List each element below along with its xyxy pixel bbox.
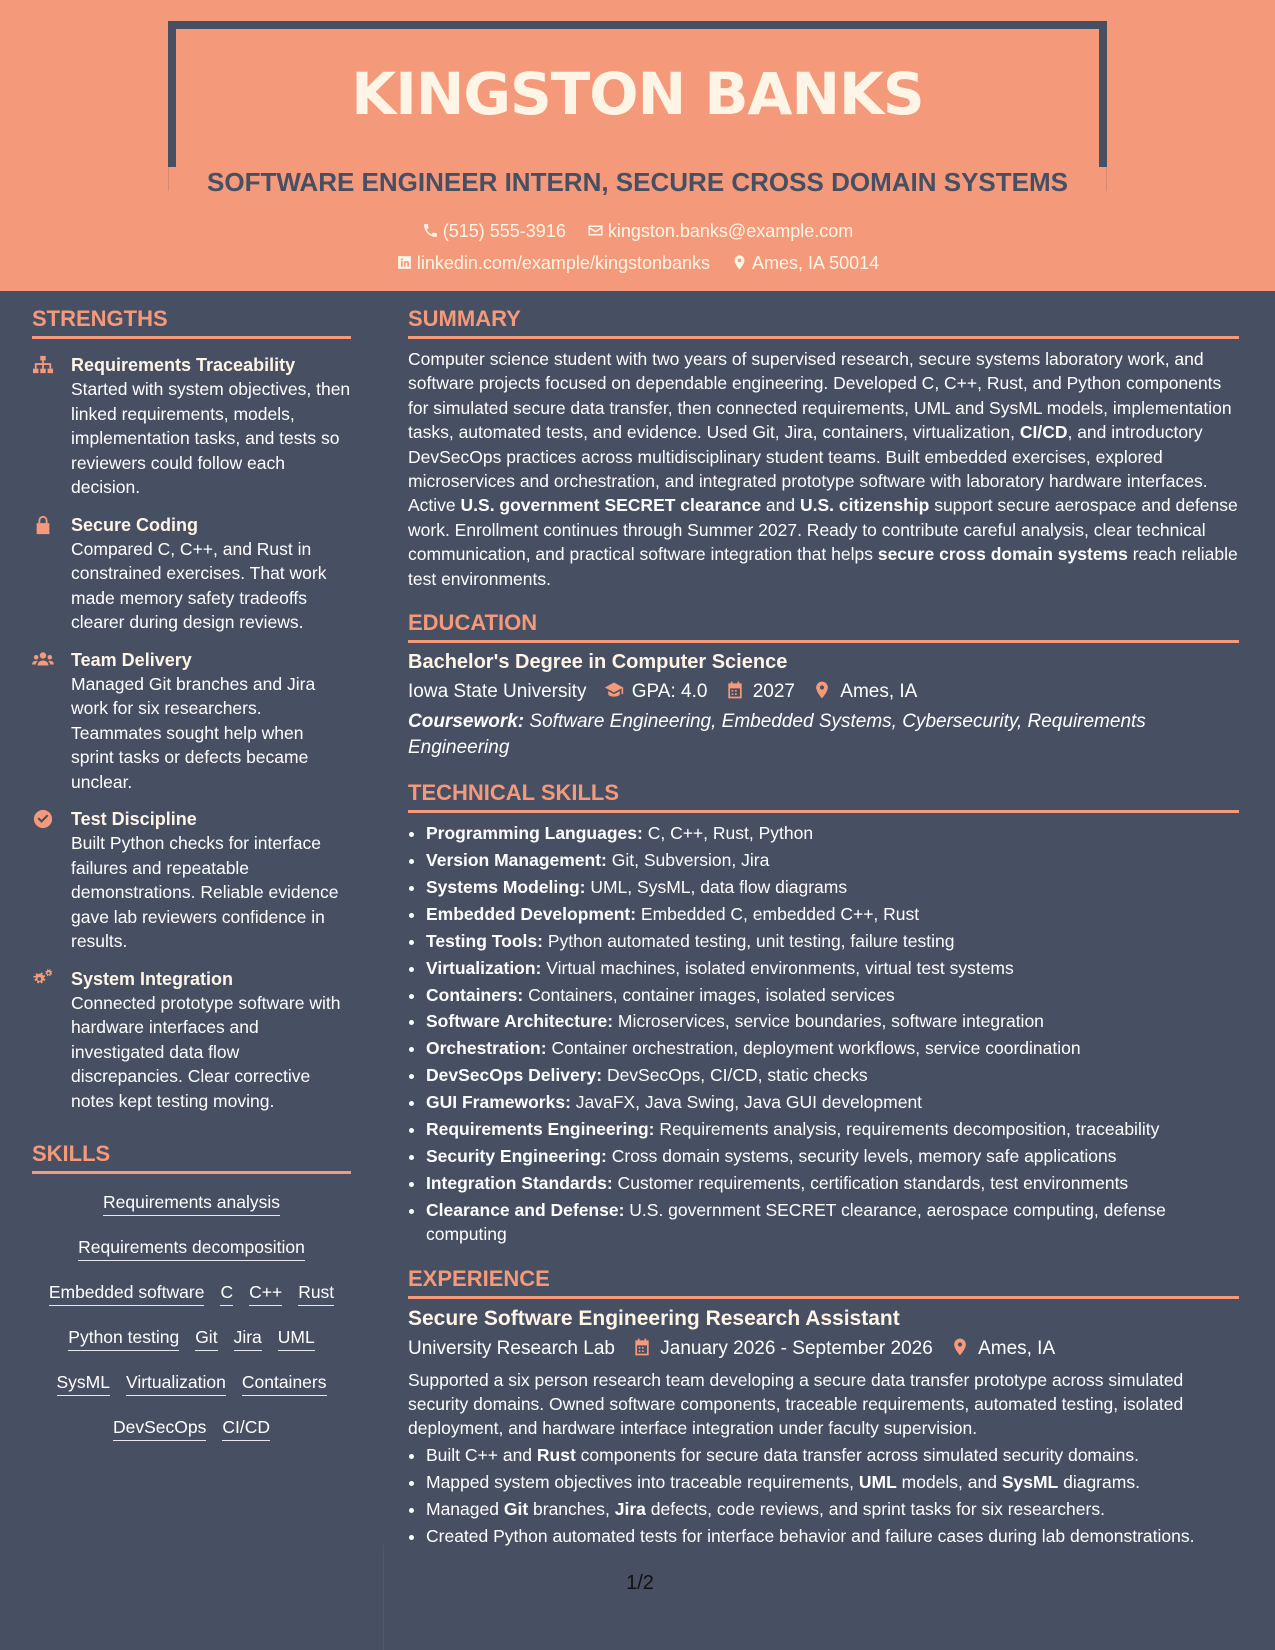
strength-item <box>32 967 351 1114</box>
location-text: Ames, IA 50014 <box>752 253 880 273</box>
skill-category: GUI Frameworks: <box>426 1092 571 1113</box>
skill-chip: Embedded software <box>49 1282 205 1306</box>
contact-row-2 <box>0 253 1275 274</box>
envelope-icon <box>587 222 604 239</box>
skill-values: Virtual machines, isolated environments, virtual test systems <box>541 957 1014 978</box>
bold-text: Jira <box>614 1498 646 1519</box>
skill-chip: C <box>220 1282 233 1306</box>
skill-chip: Git <box>195 1327 217 1351</box>
gpa-text: GPA: 4.0 <box>631 681 708 703</box>
year-item <box>725 680 795 703</box>
text-run: Managed <box>426 1498 504 1519</box>
chip-row <box>32 1237 351 1282</box>
skill-list-item <box>426 902 1239 926</box>
strength-title: System Integration <box>71 968 234 989</box>
email-item[interactable] <box>587 221 853 242</box>
phone-text: (515) 555-3916 <box>442 221 566 241</box>
text-run: models, and <box>896 1471 1002 1492</box>
skill-category: Integration Standards: <box>426 1172 613 1193</box>
job-description: Supported a six person research team developing a secure data transfer prototype across simulated security domains. Owned software components, traceable requirements, automated testing, isolated deployment, and hardware interface integration under faculty supervision. <box>408 1369 1184 1439</box>
bold-text: secure cross domain systems <box>877 544 1128 565</box>
strength-title: Team Delivery <box>71 649 192 670</box>
phone-icon <box>422 222 439 239</box>
linkedin-icon <box>396 254 413 271</box>
skill-chip: Requirements analysis <box>103 1192 280 1216</box>
map-pin-icon <box>731 254 748 271</box>
skill-list-item <box>426 875 1239 899</box>
skill-list-item <box>426 1090 1239 1114</box>
skill-category: Embedded Development: <box>426 903 637 924</box>
bold-text: U.S. government SECRET clearance <box>460 495 762 516</box>
text-run: , and introductory DevSecOps practices across multidisciplinary student teams. Built embedded exercises, explored microservices and orchestration, and integrated prototype software with laboratory hardware interfaces. Active <box>408 422 1208 516</box>
chip-row <box>32 1327 351 1372</box>
column-divider <box>383 1545 384 1650</box>
strengths-list <box>32 353 351 1113</box>
skill-category: Containers: <box>426 984 524 1005</box>
header <box>0 0 1275 291</box>
skills-heading: SKILLS <box>32 1141 351 1174</box>
skill-list-item <box>426 1198 1239 1247</box>
skill-chip: DevSecOps <box>113 1417 206 1441</box>
org-name: University Research Lab <box>408 1337 615 1359</box>
experience-bullet <box>426 1470 1239 1494</box>
coursework <box>408 709 1239 761</box>
experience-bullet <box>426 1524 1239 1548</box>
text-run: diagrams. <box>1058 1471 1140 1492</box>
skill-chip: Containers <box>242 1372 327 1396</box>
skill-category: Software Architecture: <box>426 1011 614 1032</box>
dates-item <box>632 1337 933 1360</box>
strength-item <box>32 648 351 795</box>
skill-chip: Jira <box>234 1327 262 1351</box>
skill-values: Embedded C, embedded C++, Rust <box>636 903 920 924</box>
skill-list-item <box>426 848 1239 872</box>
skill-list-item <box>426 1009 1239 1033</box>
skill-values: Cross domain systems, security levels, memory safe applications <box>606 1145 1117 1166</box>
candidate-role: SOFTWARE ENGINEER INTERN, SECURE CROSS DOMAIN SYSTEMS <box>207 167 1068 197</box>
job-meta <box>408 1337 1239 1360</box>
bold-text: U.S. citizenship <box>800 495 930 516</box>
school-name: Iowa State University <box>408 681 587 703</box>
skill-category: Version Management: <box>426 849 607 870</box>
map-pin-icon <box>950 1337 970 1357</box>
skill-category: Programming Languages: <box>426 823 643 844</box>
strength-item <box>32 353 351 500</box>
summary-paragraph <box>408 347 1239 591</box>
strength-title: Requirements Traceability <box>71 355 296 375</box>
sitemap-icon <box>32 355 56 375</box>
contact-row-1 <box>0 221 1275 242</box>
skill-category: Testing Tools: <box>426 930 543 951</box>
skill-chip: C++ <box>249 1282 282 1306</box>
text-run: Created Python automated tests for interface behavior and failure cases during lab demonstrations. <box>426 1525 1195 1546</box>
skill-chip: Python testing <box>68 1327 179 1351</box>
text-run: and <box>761 495 800 516</box>
candidate-name: KINGSTON BANKS <box>351 60 924 128</box>
experience-bullets <box>408 1443 1239 1548</box>
bold-text: Rust <box>536 1444 576 1465</box>
bold-text: CI/CD <box>1019 422 1068 443</box>
skill-list-item <box>426 1117 1239 1141</box>
calendar-icon <box>725 680 745 700</box>
education-meta <box>408 680 1239 703</box>
page-number: 1/2 <box>626 1572 654 1594</box>
right-column <box>408 306 1239 1550</box>
strength-title: Test Discipline <box>71 809 197 829</box>
skill-list-item <box>426 1036 1239 1060</box>
strength-text: Built Python checks for interface failures and repeatable demonstrations. Reliable evidence gave lab reviewers confidence in results. <box>71 833 339 951</box>
email-text: kingston.banks@example.com <box>607 221 854 241</box>
linkedin-text: linkedin.com/example/kingstonbanks <box>416 253 711 273</box>
skill-list-item <box>426 821 1239 845</box>
skill-category: Virtualization: <box>426 957 542 978</box>
strength-text: Started with system objectives, then linked requirements, models, implementation tasks, and tests so reviewers could follow each decision. <box>71 379 351 497</box>
text-run: Mapped system objectives into traceable requirements, <box>426 1471 859 1492</box>
chip-row <box>32 1372 351 1417</box>
skill-list-item <box>426 956 1239 980</box>
skill-category: Clearance and Defense: <box>426 1199 625 1220</box>
strength-item <box>32 513 351 635</box>
skill-list-item <box>426 983 1239 1007</box>
skills-chips <box>32 1192 351 1462</box>
dates-text: January 2026 - September 2026 <box>660 1337 933 1359</box>
skill-values: UML, SysML, data flow diagrams <box>585 876 848 897</box>
education-heading: EDUCATION <box>408 610 1239 643</box>
skill-chip: Requirements decomposition <box>78 1237 305 1261</box>
users-icon <box>32 650 56 670</box>
technical-skills-heading: TECHNICAL SKILLS <box>408 780 1239 813</box>
experience-bullet <box>426 1443 1239 1467</box>
graduation-cap-icon <box>604 680 624 700</box>
edu-location-text: Ames, IA <box>840 681 918 703</box>
skill-list-item <box>426 1063 1239 1087</box>
strength-title: Secure Coding <box>71 514 199 535</box>
calendar-icon <box>632 1337 652 1357</box>
skill-values: Containers, container images, isolated services <box>523 984 895 1005</box>
bold-text: UML <box>858 1471 897 1492</box>
experience-heading: EXPERIENCE <box>408 1266 1239 1299</box>
skill-category: Orchestration: <box>426 1038 547 1059</box>
text-run: reach reliable test environments. <box>408 544 1238 589</box>
job-location-text: Ames, IA <box>978 1337 1056 1359</box>
degree-title: Bachelor's Degree in Computer Science <box>408 651 788 674</box>
gpa-item <box>604 680 708 703</box>
chip-row <box>32 1192 351 1237</box>
skill-category: Systems Modeling: <box>426 876 586 897</box>
skill-values: Container orchestration, deployment workflows, service coordination <box>546 1038 1081 1059</box>
skill-list-item <box>426 1144 1239 1168</box>
strength-text: Compared C, C++, and Rust in constrained exercises. That work made memory safety tradeoffs clearer during design reviews. <box>71 538 327 632</box>
location-item <box>731 253 879 274</box>
text-run: Built C++ and <box>426 1444 537 1465</box>
left-column <box>32 306 351 1462</box>
text-run: components for secure data transfer across simulated security domains. <box>575 1444 1139 1465</box>
experience-bullet <box>426 1497 1239 1521</box>
linkedin-item[interactable] <box>396 253 710 274</box>
skill-values: Git, Subversion, Jira <box>606 849 770 870</box>
text-run: defects, code reviews, and sprint tasks for six researchers. <box>645 1498 1105 1519</box>
skill-values: Requirements analysis, requirements decomposition, traceability <box>654 1119 1160 1140</box>
text-run: support secure aerospace and defense work. Enrollment continues through Summer 2027. Ready to contribute careful analysis, clear technical communication, and practical software integration that helps <box>408 495 1238 565</box>
skill-list-item <box>426 1171 1239 1195</box>
skill-values: Python automated testing, unit testing, failure testing <box>542 930 955 951</box>
chip-row <box>32 1282 351 1327</box>
skill-category: DevSecOps Delivery: <box>426 1065 603 1086</box>
skill-chip: CI/CD <box>222 1417 270 1441</box>
skill-chip: Virtualization <box>126 1372 226 1396</box>
skill-category: Security Engineering: <box>426 1145 607 1166</box>
skill-values: U.S. government SECRET clearance, aerospace computing, defense computing <box>426 1199 1166 1245</box>
edu-location-item <box>812 680 917 703</box>
chip-row <box>32 1417 351 1462</box>
skill-values: Microservices, service boundaries, software integration <box>613 1011 1044 1032</box>
lock-icon <box>32 515 56 535</box>
phone-item <box>422 221 566 242</box>
text-run: branches, <box>528 1498 615 1519</box>
cogs-icon <box>32 969 56 989</box>
strength-item <box>32 807 351 954</box>
job-location-item <box>950 1337 1055 1360</box>
skill-values: JavaFX, Java Swing, Java GUI development <box>570 1092 923 1113</box>
skill-values: Customer requirements, certification standards, test environments <box>612 1172 1129 1193</box>
skill-chip: Rust <box>298 1282 334 1306</box>
skill-chip: UML <box>278 1327 315 1351</box>
map-pin-icon <box>812 680 832 700</box>
job-title: Secure Software Engineering Research Assistant <box>408 1306 900 1330</box>
skill-category: Requirements Engineering: <box>426 1119 655 1140</box>
skill-values: C, C++, Rust, Python <box>642 823 814 844</box>
check-circle-icon <box>32 809 56 829</box>
strength-text: Connected prototype software with hardware interfaces and investigated data flow discrepancies. Clear corrective notes kept testing moving. <box>71 992 341 1111</box>
bold-text: SysML <box>1001 1471 1059 1492</box>
strength-text: Managed Git branches and Jira work for six researchers. Teammates sought help when sprint tasks or defects became unclear. <box>71 673 316 792</box>
strengths-heading: STRENGTHS <box>32 306 351 339</box>
skill-list-item <box>426 929 1239 953</box>
text-run: Computer science student with two years of supervised research, secure systems laboratory work, and software projects focused on dependable engineering. Developed C, C++, Rust, and Python components for simulated secure data transfer, then connected requirements, UML and SysML models, implementation tasks, automated tests, and evidence. Used Git, Jira, containers, virtualization, <box>408 349 1232 443</box>
skill-chip: SysML <box>57 1372 110 1396</box>
coursework-text: Software Engineering, Embedded Systems, Cybersecurity, Requirements Engineering <box>408 711 1146 759</box>
skill-values: DevSecOps, CI/CD, static checks <box>602 1065 868 1086</box>
summary-heading: SUMMARY <box>408 306 1239 339</box>
year-text: 2027 <box>752 681 795 703</box>
technical-skills-list <box>408 821 1239 1247</box>
coursework-label: Coursework: <box>408 711 525 733</box>
bold-text: Git <box>503 1498 529 1519</box>
